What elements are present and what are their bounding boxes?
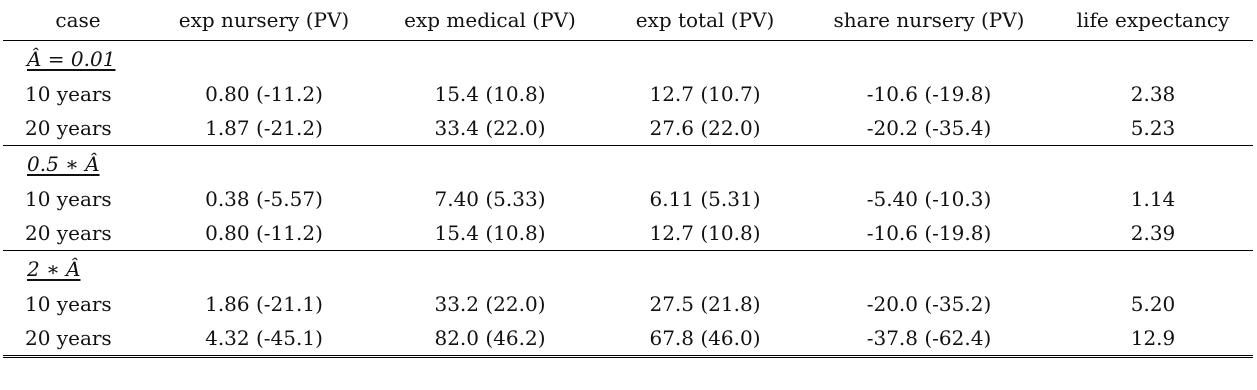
cell-exp-total: 12.7 (10.7)	[649, 82, 761, 106]
cell-share-nursery: -5.40 (-10.3)	[866, 187, 992, 211]
cell-case: 20 years	[25, 221, 112, 245]
cell-life-expectancy: 2.38	[1130, 82, 1176, 106]
cell-exp-nursery: 0.80 (-11.2)	[205, 82, 323, 106]
cell-life-expectancy: 5.20	[1130, 292, 1176, 316]
cell-share-nursery: -10.6 (-19.8)	[866, 221, 992, 245]
cell-exp-nursery: 0.38 (-5.57)	[205, 187, 323, 211]
cell-exp-medical: 15.4 (10.8)	[434, 82, 546, 106]
cell-exp-medical: 33.4 (22.0)	[434, 116, 546, 140]
table-row	[3, 216, 1253, 251]
group-header-row	[3, 251, 1253, 288]
cell-exp-nursery: 1.86 (-21.1)	[205, 292, 323, 316]
group-label: 0.5 ∗ Â	[27, 152, 100, 176]
cell-life-expectancy: 5.23	[1130, 116, 1176, 140]
cell-exp-total: 12.7 (10.8)	[649, 221, 761, 245]
cell-life-expectancy: 1.14	[1130, 187, 1176, 211]
cell-share-nursery: -37.8 (-62.4)	[805, 321, 1053, 357]
cell-case: 20 years	[3, 321, 153, 357]
cell-exp-total: 67.8 (46.0)	[605, 321, 805, 357]
results-table	[3, 0, 1253, 358]
cell-case: 20 years	[25, 116, 112, 140]
table-row	[3, 321, 1253, 357]
cell-exp-medical: 82.0 (46.2)	[375, 321, 605, 357]
header-life-expectancy: life expectancy	[1053, 0, 1253, 41]
cell-exp-medical: 15.4 (10.8)	[434, 221, 546, 245]
cell-exp-medical: 7.40 (5.33)	[434, 187, 546, 211]
cell-case: 10 years	[25, 82, 112, 106]
cell-life-expectancy: 12.9	[1053, 321, 1253, 357]
cell-exp-total: 27.5 (21.8)	[649, 292, 761, 316]
header-case: case	[3, 0, 153, 41]
cell-exp-nursery: 4.32 (-45.1)	[153, 321, 375, 357]
header-row	[3, 0, 1253, 41]
table-row	[3, 287, 1253, 321]
group-header-row	[3, 146, 1253, 183]
cell-case: 10 years	[25, 292, 112, 316]
header-share-nursery: share nursery (PV)	[805, 0, 1053, 41]
cell-share-nursery: -20.0 (-35.2)	[866, 292, 992, 316]
header-exp-medical: exp medical (PV)	[375, 0, 605, 41]
table-row	[3, 111, 1253, 146]
group-header-row	[3, 41, 1253, 78]
table-row	[3, 77, 1253, 111]
cell-share-nursery: -10.6 (-19.8)	[866, 82, 992, 106]
cell-share-nursery: -20.2 (-35.4)	[866, 116, 992, 140]
cell-life-expectancy: 2.39	[1130, 221, 1176, 245]
group-label: 2 ∗ Â	[27, 257, 81, 281]
cell-exp-medical: 33.2 (22.0)	[434, 292, 546, 316]
cell-case: 10 years	[25, 187, 112, 211]
header-exp-total: exp total (PV)	[605, 0, 805, 41]
table-row	[3, 182, 1253, 216]
cell-exp-nursery: 1.87 (-21.2)	[205, 116, 323, 140]
cell-exp-total: 27.6 (22.0)	[649, 116, 761, 140]
cell-exp-total: 6.11 (5.31)	[649, 187, 761, 211]
header-exp-nursery: exp nursery (PV)	[153, 0, 375, 41]
cell-exp-nursery: 0.80 (-11.2)	[205, 221, 323, 245]
group-label: Â = 0.01	[27, 47, 116, 71]
